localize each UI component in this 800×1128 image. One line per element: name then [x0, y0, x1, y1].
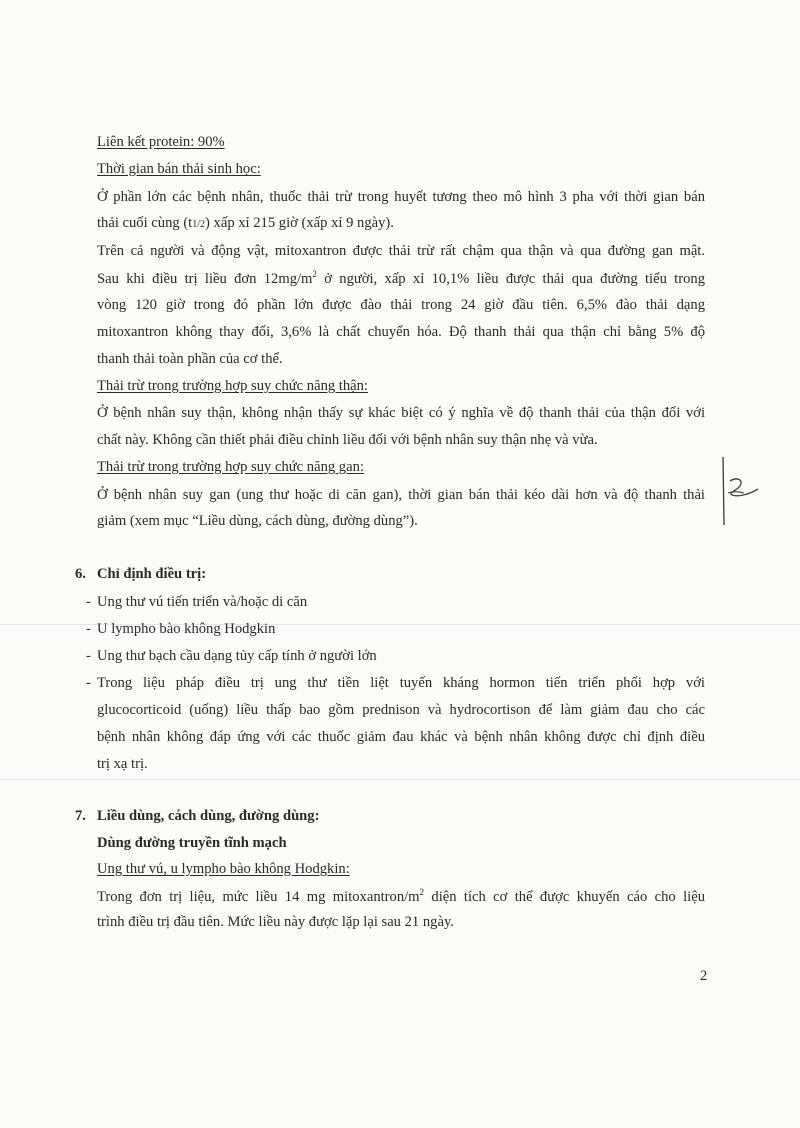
- list-item-bullet: -: [86, 675, 91, 691]
- subscript: 1/2: [192, 219, 206, 230]
- list-item-4-line-1: Trong liệu pháp điều trị ung thư tiền liệt tuyến kháng hormon tiến triển phối hợp với: [97, 675, 705, 691]
- hepatic-heading: Thải trừ trong trường hợp suy chức năng gan:: [97, 459, 364, 475]
- list-item: [86, 594, 307, 612]
- list-item: [86, 621, 275, 639]
- half-life-paragraph-line-1: Ở phần lớn các bệnh nhân, thuốc thải trừ trong huyết tương theo mô hình 3 pha với thời gian bán: [97, 189, 705, 205]
- list-item-4-line-3: bệnh nhân không đáp ứng với các thuốc giảm đau khác và bệnh nhân không được chỉ định điều: [97, 729, 705, 745]
- list-item: [86, 648, 377, 666]
- hepatic-line-2: giảm (xem mục “Liều dùng, cách dùng, đường dùng”).: [97, 513, 418, 529]
- elimination-line-3: vòng 120 giờ trong đó phần lớn được đào thải trong 24 giờ đầu tiên. 6,5% đào thải dạng: [97, 297, 705, 313]
- list-item-text: U lympho bào không Hodgkin: [97, 621, 276, 637]
- section-7-number: 7.: [75, 808, 86, 824]
- section-7-subtitle: Dùng đường truyền tĩnh mạch: [97, 835, 287, 851]
- elimination-line-5: thanh thải toàn phần của cơ thể.: [97, 351, 283, 367]
- text-fragment: diện tích cơ thể được khuyến cáo cho liệu: [424, 888, 705, 905]
- section-7-line-1: [97, 887, 705, 906]
- elimination-line-1: Trên cả người và động vật, mitoxantron được thải trừ rất chậm qua thận và qua đường gan mật.: [97, 243, 705, 259]
- scan-line: [0, 779, 800, 780]
- handwritten-margin-mark: [714, 455, 764, 527]
- text-fragment: thải cuối cùng (t: [97, 215, 193, 231]
- list-item-4-line-4: trị xạ trị.: [97, 756, 148, 772]
- section-6-title: Chỉ định điều trị:: [97, 566, 207, 582]
- bullet: -: [86, 594, 91, 610]
- text-fragment: Trong đơn trị liệu, mức liều 14 mg mitoxantron/m: [97, 888, 420, 905]
- list-item-text: Ung thư vú tiến triển và/hoặc di căn: [97, 594, 308, 610]
- text-fragment: ở người, xấp xỉ 10,1% liều được thải qua đường tiểu trong: [316, 270, 705, 287]
- half-life-heading: Thời gian bán thải sinh học:: [97, 161, 261, 177]
- section-7-title: Liều dùng, cách dùng, đường dùng:: [97, 808, 320, 824]
- page-number: 2: [700, 968, 708, 984]
- renal-heading: Thải trừ trong trường hợp suy chức năng thận:: [97, 378, 368, 394]
- half-life-paragraph-line-2: [97, 215, 394, 233]
- bullet: -: [86, 621, 91, 637]
- hepatic-line-1: Ở bệnh nhân suy gan (ung thư hoặc di căn gan), thời gian bán thải kéo dài hơn và độ thanh thải: [97, 487, 705, 503]
- section-7-line-2: trình điều trị đầu tiên. Mức liều này được lặp lại sau 21 ngày.: [97, 914, 454, 930]
- section-6-number: 6.: [75, 566, 86, 582]
- bullet: -: [86, 648, 91, 664]
- section-7-heading: Ung thư vú, u lympho bào không Hodgkin:: [97, 861, 350, 877]
- text-fragment: Sau khi điều trị liều đơn 12mg/m: [97, 270, 313, 287]
- superscript: 2: [419, 887, 425, 897]
- renal-line-1: Ở bệnh nhân suy thận, không nhận thấy sự khác biệt có ý nghĩa về độ thanh thải của thận đối với: [97, 405, 705, 421]
- elimination-line-2: [97, 269, 705, 288]
- list-item-text: Ung thư bạch cầu dạng tủy cấp tính ở người lớn: [97, 648, 377, 664]
- protein-binding-line: Liên kết protein: 90%: [97, 134, 225, 150]
- list-item-4-line-2: glucocorticoid (uống) liều thấp bao gồm prednison và hydrocortison để làm giảm đau cho các: [97, 702, 705, 718]
- renal-line-2: chất này. Không cần thiết phải điều chỉnh liều đối với bệnh nhân suy thận nhẹ và vừa.: [97, 432, 598, 448]
- elimination-line-4: mitoxantron không thay đổi, 3,6% là chất chuyển hóa. Độ thanh thải qua thận chỉ bằng 5% độ: [97, 324, 705, 340]
- superscript: 2: [312, 269, 317, 279]
- text-fragment: ) xấp xỉ 215 giờ (xấp xỉ 9 ngày).: [205, 215, 394, 231]
